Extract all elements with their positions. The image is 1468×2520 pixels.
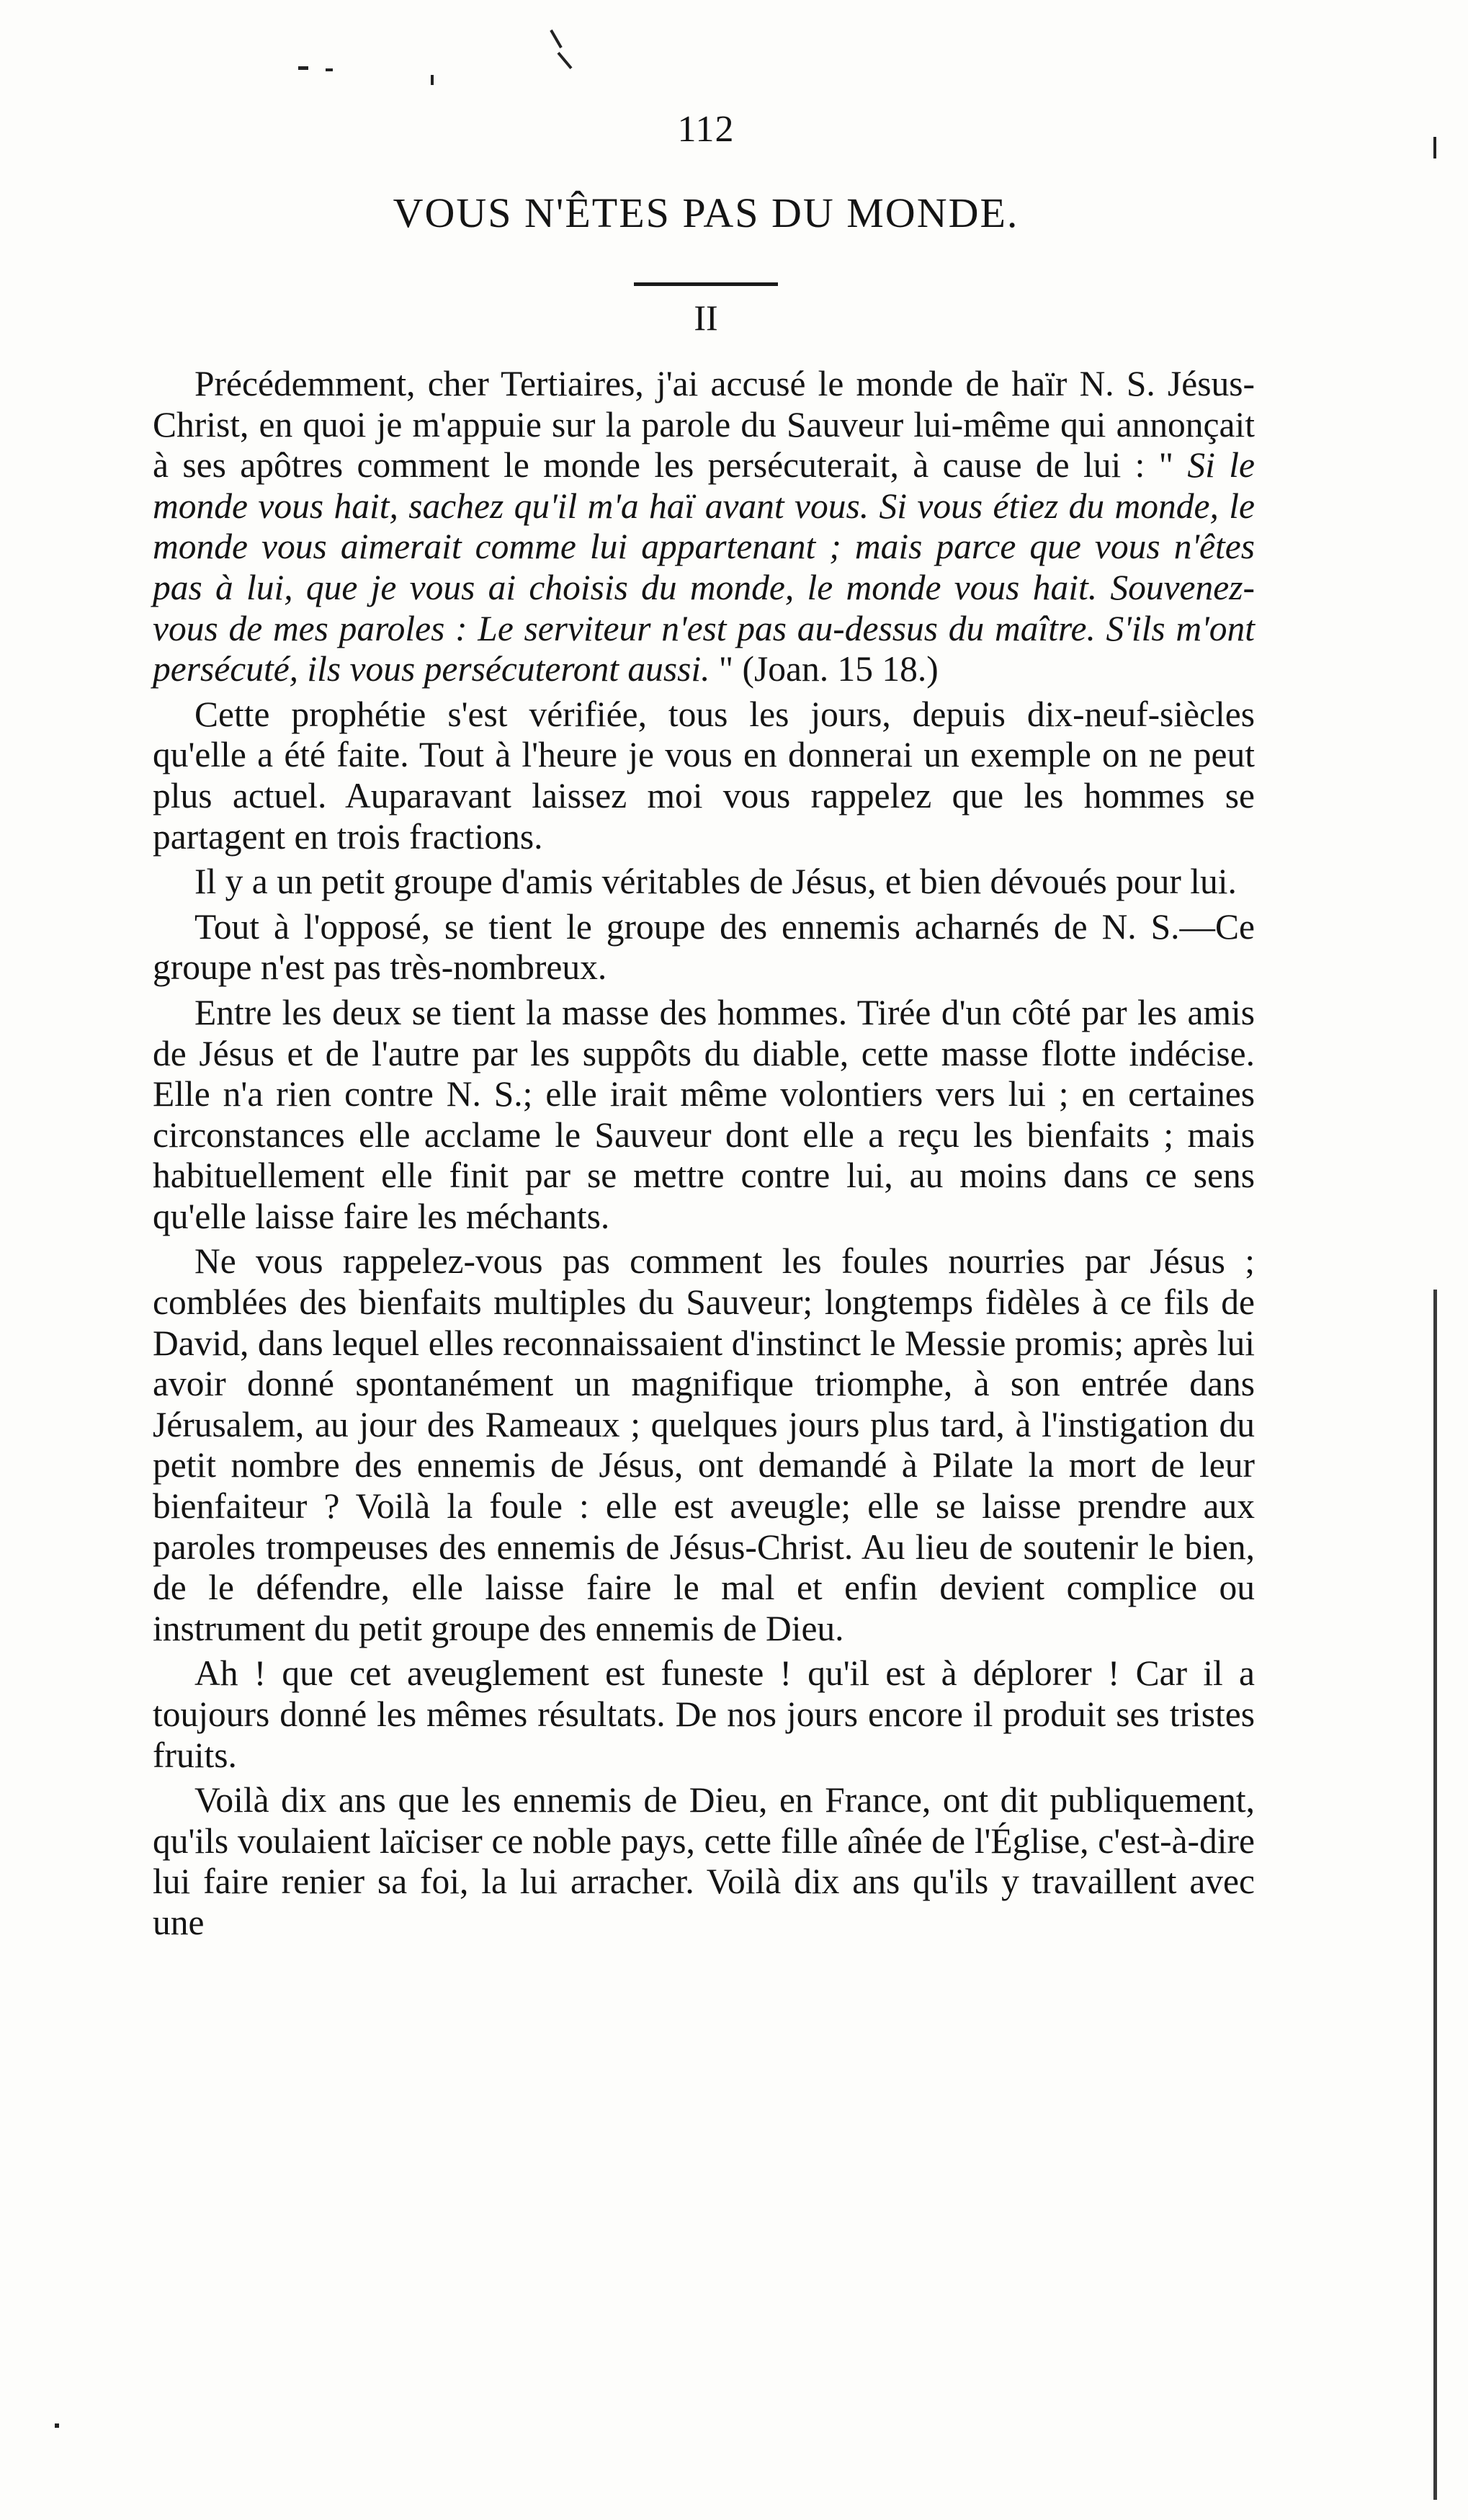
ink-speck <box>557 52 572 69</box>
paragraph-1 <box>153 364 1255 690</box>
ink-speck <box>298 66 308 70</box>
page-edge-shadow <box>1433 1290 1437 2500</box>
paragraph-1-lead: Précédemment, cher Tertiaires, j'ai accusé le monde de haïr N. S. Jésus-Christ, en quoi je m'appuie sur la parole du Sauveur lui-même qui annonçait à ses apôtres comment le monde les persécuterait, à cause de lui : " <box>153 364 1255 486</box>
paragraph-4: Tout à l'opposé, se tient le groupe des ennemis acharnés de N. S.—Ce groupe n'est pas très-nombreux. <box>153 906 1255 988</box>
paragraph-8: Voilà dix ans que les ennemis de Dieu, en France, ont dit publiquement, qu'ils voulaient laïciser ce noble pays, cette fille aînée de l'Église, c'est-à-dire lui faire renier sa foi, la lui arracher. Voilà dix ans qu'ils y travaillent avec une <box>153 1780 1255 1942</box>
chapter-title: VOUS N'ÊTES PAS DU MONDE. <box>393 189 1019 236</box>
paragraph-5: Entre les deux se tient la masse des hommes. Tirée d'un côté par les amis de Jésus et de l'autre par les suppôts du diable, cette masse flotte indécise. Elle n'a rien contre N. S.; elle irait même volontiers vers lui ; en certaines circonstances elle acclame le Sauveur dont elle a reçu les bienfaits ; mais habituellement elle finit par se mettre contre lui, au moins dans ce sens qu'elle laisse faire les méchants. <box>153 992 1255 1236</box>
body-text <box>153 364 1255 1944</box>
ink-speck <box>1433 137 1436 158</box>
ink-speck <box>550 30 562 48</box>
section-numeral: II <box>694 298 718 338</box>
paragraph-3: Il y a un petit groupe d'amis véritables de Jésus, et bien dévoués pour lui. <box>194 862 1237 902</box>
paragraph-7: Ah ! que cet aveuglement est funeste ! qu'il est à déplorer ! Car il a toujours donné les mêmes résultats. De nos jours encore il produit ses tristes fruits. <box>153 1653 1255 1775</box>
page-number: 112 <box>677 109 735 150</box>
paragraph-6: Ne vous rappelez-vous pas comment les foules nourries par Jésus ; comblées des bienfaits multiples du Sauveur; longtemps fidèles à ce fils de David, dans lequel elles reconnaissaient d'instinct le Messie promis; après lui avoir donné spontanément un magnifique triomphe, à son entrée dans Jérusalem, au jour des Rameaux ; quelques jours plus tard, à l'instigation du petit nombre des ennemis de Jésus, ont demandé à Pilate la mort de leur bienfaiteur ? Voilà la foule : elle est aveugle; elle se laisse prendre aux paroles trompeuses des ennemis de Jésus-Christ. Au lieu de soutenir le bien, de le défendre, elle laisse faire le mal et enfin devient complice ou instrument du petit groupe des ennemis de Dieu. <box>153 1241 1255 1648</box>
scripture-quote: Si le monde vous hait, sachez qu'il m'a haï avant vous. Si vous étiez du monde, le monde vous aimerait comme lui appartenant ; mais parce que vous n'êtes pas à lui, que je vous ai choisis du monde, le monde vous hait. Souvenez-vous de mes paroles : Le serviteur n'est pas au-dessus du maître. S'ils m'ont persécuté, ils vous persécuteront aussi. <box>153 445 1255 689</box>
ink-speck <box>431 75 434 85</box>
title-rule <box>634 282 778 286</box>
ink-speck <box>55 2423 59 2428</box>
paragraph-2: Cette prophétie s'est vérifiée, tous les jours, depuis dix-neuf-siècles qu'elle a été faite. Tout à l'heure je vous en donnerai un exemple on ne peut plus actuel. Auparavant laissez moi vous rappelez que les hommes se partagent en trois fractions. <box>153 694 1255 857</box>
ink-speck <box>326 68 333 71</box>
scripture-reference: " (Joan. 15 18.) <box>710 649 939 689</box>
